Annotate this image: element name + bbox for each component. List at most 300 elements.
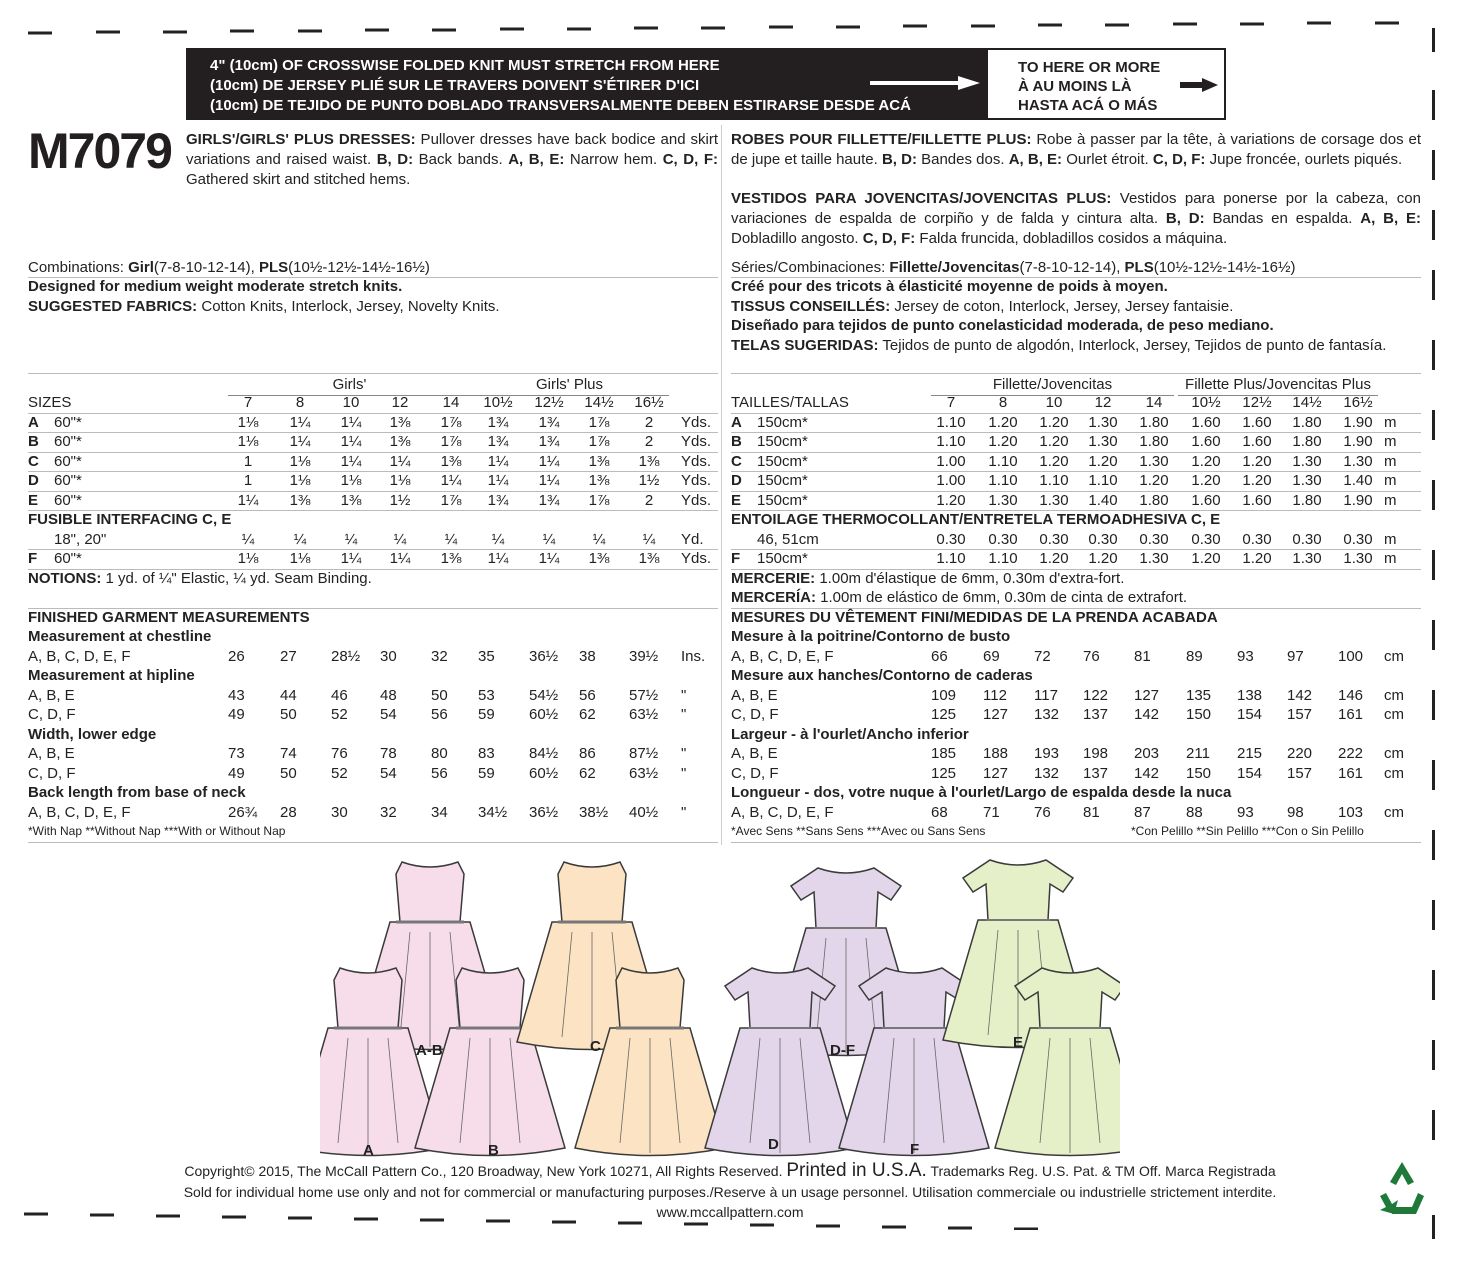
recycle-icon xyxy=(1372,1160,1432,1216)
cell-value: 203 xyxy=(1134,745,1160,762)
cell-value: 1⅛ xyxy=(237,550,259,567)
size-header: 14½ xyxy=(1292,394,1322,411)
table-row xyxy=(28,686,718,706)
size-header: 12 xyxy=(391,394,409,411)
cell-value: 83 xyxy=(478,745,495,762)
cell-value: 1⅜ xyxy=(638,550,660,567)
cell-value: 87½ xyxy=(629,745,659,762)
measurement-heading: Mesure aux hanches/Contorno de caderas xyxy=(731,667,1033,684)
cell-value: 1.20 xyxy=(1088,452,1118,470)
cell-value: 103 xyxy=(1338,803,1364,821)
cell-value: 0.30 xyxy=(1088,530,1118,548)
cell-value: 63½ xyxy=(629,764,659,782)
cell-value: 1.40 xyxy=(1343,472,1373,489)
cell-value: 73 xyxy=(228,745,245,762)
cell-value: 34½ xyxy=(478,803,508,821)
cell-value: 137 xyxy=(1083,706,1109,723)
cell-value: 84½ xyxy=(529,745,559,762)
cell-value: 127 xyxy=(983,706,1009,723)
unit: " xyxy=(681,686,687,704)
cell-value: 0.30 xyxy=(1292,530,1322,548)
fabric-width: 46, 51cm xyxy=(757,530,819,548)
cell-value: 36½ xyxy=(529,647,559,665)
size-header: 7 xyxy=(243,394,253,411)
fabric-width: 60"* xyxy=(54,550,82,567)
size-header: 8 xyxy=(998,394,1008,411)
cut-line-right xyxy=(1432,150,1435,180)
table-row xyxy=(28,452,718,472)
cell-value: 1.80 xyxy=(1139,413,1169,431)
description-es: VESTIDOS PARA JOVENCITAS/JOVENCITAS PLUS: Vestidos para ponerse por la cabeza, con variaciones de espalda de corpiño y de falda y cintura alta. B, D: Bandas en espalda. A, B, E: Dobladillo angosto. C, D, F: Falda fruncida, dobladillos cosidos a máquina. xyxy=(731,190,1421,247)
cell-value: 2 xyxy=(644,413,654,431)
cell-value: ¼ xyxy=(542,530,556,548)
fabric-width: 150cm* xyxy=(757,491,808,509)
cell-value: 157 xyxy=(1287,764,1313,782)
cell-value: 26 xyxy=(228,647,245,665)
cell-value: 2 xyxy=(644,433,654,450)
cell-value: 127 xyxy=(983,764,1009,782)
table-row xyxy=(731,530,1421,550)
cell-value: 39½ xyxy=(629,647,659,665)
cut-line-right xyxy=(1432,480,1435,510)
cell-value: 1½ xyxy=(389,491,411,509)
cell-value: 135 xyxy=(1186,686,1212,704)
cell-value: 1.20 xyxy=(1191,452,1221,470)
divider xyxy=(731,373,1421,374)
interfacing-heading: FUSIBLE INTERFACING C, E xyxy=(28,511,232,528)
cell-value: 56 xyxy=(431,764,448,782)
unit: Ins. xyxy=(681,647,706,665)
cell-value: 50 xyxy=(280,706,297,723)
fabric-width: 60"* xyxy=(54,472,82,489)
cell-value: ¼ xyxy=(491,530,505,548)
cell-value: 1¼ xyxy=(440,472,462,489)
fabric-width: 150cm* xyxy=(757,413,808,431)
measurement-heading: Largeur - à l'ourlet/Ancho inferior xyxy=(731,725,969,743)
nap-legend: *With Nap **Without Nap ***With or Without Nap xyxy=(28,824,286,838)
cell-value: ¼ xyxy=(642,530,656,548)
cell-value: 222 xyxy=(1338,745,1364,762)
unit: Yd. xyxy=(681,530,704,548)
table-row xyxy=(731,705,1421,725)
cell-value: 0.30 xyxy=(988,530,1018,548)
cell-value: 32 xyxy=(431,647,448,665)
cell-value: 1⅞ xyxy=(588,413,610,431)
cell-value: 30 xyxy=(331,803,348,821)
table-row xyxy=(731,764,1421,784)
view-list: A, B, E xyxy=(28,686,75,704)
size-header: 10½ xyxy=(483,394,513,411)
table-row xyxy=(28,471,718,491)
view-list: A, B, E xyxy=(731,686,778,704)
cell-value: 132 xyxy=(1034,706,1060,723)
view-list: C, D, F xyxy=(731,706,779,723)
cell-value: 109 xyxy=(931,686,957,704)
table-row xyxy=(28,705,718,725)
cell-value: 54½ xyxy=(529,686,559,704)
size-header: 14½ xyxy=(584,394,614,411)
cell-value: 88 xyxy=(1186,803,1203,821)
cell-value: 1 xyxy=(243,472,253,489)
unit: m xyxy=(1384,452,1397,470)
cell-value: 49 xyxy=(228,706,245,723)
cell-value: 1.30 xyxy=(1139,550,1169,567)
view-list: A, B, E xyxy=(28,745,75,762)
cell-value: 38 xyxy=(579,647,596,665)
size-header: 8 xyxy=(295,394,305,411)
cell-value: 122 xyxy=(1083,686,1109,704)
cell-value: 132 xyxy=(1034,764,1060,782)
cell-value: 198 xyxy=(1083,745,1109,762)
cell-value: 1⅞ xyxy=(588,491,610,509)
cell-value: 1.30 xyxy=(1139,452,1169,470)
cell-value: 1¼ xyxy=(237,491,259,509)
size-group-header: Girls' xyxy=(228,375,471,396)
cell-value: 125 xyxy=(931,706,957,723)
table-row xyxy=(731,647,1421,667)
unit: " xyxy=(681,745,687,762)
cell-value: 1⅞ xyxy=(588,433,610,450)
view-list: A, B, C, D, E, F xyxy=(731,803,834,821)
cell-value: 0.30 xyxy=(1039,530,1069,548)
cell-value: 1.20 xyxy=(988,413,1018,431)
cell-value: 59 xyxy=(478,706,495,723)
table-row xyxy=(731,452,1421,472)
combinations-fr: Séries/Combinaciones: Fillette/Jovencitas(7-8-10-12-14), PLS(10½-12½-14½-16½) xyxy=(731,259,1296,276)
cell-value: 1.20 xyxy=(1242,472,1272,489)
cell-value: 1.60 xyxy=(1242,433,1272,450)
table-row xyxy=(731,803,1421,823)
cell-value: 1¾ xyxy=(487,433,509,450)
cell-value: 71 xyxy=(983,803,1000,821)
table-row xyxy=(28,491,718,511)
cell-value: 1⅞ xyxy=(440,433,462,450)
sizes-label: SIZES xyxy=(28,394,72,411)
view-list: A, B, C, D, E, F xyxy=(731,647,834,665)
cell-value: 1⅜ xyxy=(588,472,610,489)
cell-value: 1.60 xyxy=(1191,491,1221,509)
cell-value: 69 xyxy=(983,647,1000,665)
view-label: D xyxy=(768,1136,779,1153)
view-letter: E xyxy=(28,491,39,509)
cell-value: 48 xyxy=(380,686,397,704)
cell-value: 1.20 xyxy=(988,433,1018,450)
cell-value: 87 xyxy=(1134,803,1151,821)
cell-value: ¼ xyxy=(344,530,358,548)
cut-line-right xyxy=(1432,270,1435,300)
cell-value: 1¼ xyxy=(340,452,362,470)
cell-value: 1⅜ xyxy=(340,491,362,509)
cell-value: 89 xyxy=(1186,647,1203,665)
cell-value: 127 xyxy=(1134,686,1160,704)
cell-value: 81 xyxy=(1083,803,1100,821)
table-row xyxy=(731,413,1421,433)
view-label: A-B xyxy=(416,1042,443,1059)
cell-value: 1.00 xyxy=(936,472,966,489)
fabric-width: 150cm* xyxy=(757,472,808,489)
unit: Yds. xyxy=(681,472,712,489)
cell-value: 1.20 xyxy=(1242,452,1272,470)
cut-line-right xyxy=(1432,28,1435,52)
cell-value: 1.20 xyxy=(1039,433,1069,450)
table-row xyxy=(731,686,1421,706)
cell-value: 1¾ xyxy=(487,413,509,431)
measurement-heading: Mesure à la poitrine/Contorno de busto xyxy=(731,628,1011,645)
cell-value: 1.60 xyxy=(1191,413,1221,431)
cell-value: 1⅜ xyxy=(588,452,610,470)
unit: m xyxy=(1384,433,1397,450)
cell-value: 1⅛ xyxy=(340,472,362,489)
cell-value: 56 xyxy=(431,706,448,723)
cell-value: 142 xyxy=(1134,706,1160,723)
cut-line-right xyxy=(1432,550,1435,580)
cell-value: 1.40 xyxy=(1088,491,1118,509)
cell-value: 154 xyxy=(1237,764,1263,782)
stretch-target-line-fr: À AU MOINS LÀ xyxy=(1018,78,1132,95)
view-label: F xyxy=(910,1141,920,1158)
cell-value: 1.10 xyxy=(988,550,1018,567)
cut-line-top xyxy=(28,20,1428,36)
cell-value: 74 xyxy=(280,745,297,762)
cell-value: 56 xyxy=(579,686,596,704)
cell-value: 49 xyxy=(228,764,245,782)
unit: Yds. xyxy=(681,550,712,567)
table-row xyxy=(28,744,718,764)
cell-value: 1⅛ xyxy=(289,472,311,489)
cell-value: 146 xyxy=(1338,686,1364,704)
cell-value: 30 xyxy=(380,647,397,665)
finished-measurements-heading: MESURES DU VÊTEMENT FINI/MEDIDAS DE LA PRENDA ACABADA xyxy=(731,608,1218,626)
cell-value: 188 xyxy=(983,745,1009,762)
sizes-header-row xyxy=(28,393,718,413)
cell-value: 81 xyxy=(1134,647,1151,665)
cell-value: 1 xyxy=(243,452,253,470)
cell-value: 1.20 xyxy=(936,491,966,509)
cell-value: 59 xyxy=(478,764,495,782)
cell-value: 1.30 xyxy=(1343,550,1373,567)
fabric-width: 18", 20" xyxy=(54,530,107,548)
unit: cm xyxy=(1384,803,1404,821)
table-row xyxy=(731,471,1421,491)
size-group-header: Girls' Plus xyxy=(470,375,669,396)
notions: NOTIONS: 1 yd. of ¼" Elastic, ¼ yd. Seam Binding. xyxy=(28,569,372,587)
cell-value: 54 xyxy=(380,764,397,782)
cell-value: 98 xyxy=(1287,803,1304,821)
cell-value: 1.10 xyxy=(1088,472,1118,489)
designed-for-fr: Créé pour des tricots à élasticité moyenne de poids à moyen. xyxy=(731,278,1168,295)
table-row xyxy=(28,803,718,823)
stretch-gauge-line-es: (10cm) DE TEJIDO DE PUNTO DOBLADO TRANSVERSALMENTE DEBEN ESTIRARSE DESDE ACÁ xyxy=(210,97,911,114)
unit: Yds. xyxy=(681,491,712,509)
size-header: 12 xyxy=(1094,394,1112,411)
column-divider xyxy=(721,125,722,845)
view-letter: F xyxy=(731,550,741,567)
cell-value: 1⅛ xyxy=(289,452,311,470)
cell-value: 1.10 xyxy=(988,452,1018,470)
designed-for-es: Diseñado para tejidos de punto conelasticidad moderada, de peso mediano. xyxy=(731,317,1274,334)
divider xyxy=(731,842,1421,843)
cell-value: 66 xyxy=(931,647,948,665)
desc-title-en: GIRLS'/GIRLS' PLUS DRESSES: xyxy=(186,131,416,148)
unit: Yds. xyxy=(681,433,712,450)
size-group-header: Fillette/Jovencitas xyxy=(931,375,1174,396)
cell-value: 1.20 xyxy=(1039,452,1069,470)
cell-value: 1¾ xyxy=(538,433,560,450)
cell-value: 1⅛ xyxy=(237,413,259,431)
cell-value: 52 xyxy=(331,764,348,782)
size-header: 7 xyxy=(946,394,956,411)
cell-value: 1.80 xyxy=(1292,491,1322,509)
copyright-line: Copyright© 2015, The McCall Pattern Co., 120 Broadway, New York 10271, All Rights Reserved. Printed in U.S.A. Trademarks Reg. U.S. Pat. & TM Off. Marca Registrada xyxy=(184,1160,1276,1181)
cell-value: 1⅜ xyxy=(440,452,462,470)
cut-line-right xyxy=(1432,690,1435,720)
cell-value: 0.30 xyxy=(1139,530,1169,548)
sizes-header-row xyxy=(731,393,1421,413)
cell-value: 1¼ xyxy=(340,550,362,567)
view-list: C, D, F xyxy=(28,706,76,723)
size-header: 10 xyxy=(342,394,360,411)
cell-value: 161 xyxy=(1338,706,1364,723)
stretch-gauge-banner xyxy=(186,48,986,120)
view-list: A, B, C, D, E, F xyxy=(28,647,131,665)
cell-value: ¼ xyxy=(293,530,307,548)
cell-value: 54 xyxy=(380,706,397,723)
cell-value: 1.80 xyxy=(1139,491,1169,509)
view-letter: B xyxy=(731,433,742,450)
cell-value: 68 xyxy=(931,803,948,821)
unit: cm xyxy=(1384,745,1404,762)
cell-value: 100 xyxy=(1338,647,1364,665)
cell-value: 76 xyxy=(331,745,348,762)
cell-value: 150 xyxy=(1186,706,1212,723)
cell-value: 1¼ xyxy=(487,472,509,489)
table-row xyxy=(28,432,718,452)
view-list: C, D, F xyxy=(731,764,779,782)
suggested-fabrics-fr: TISSUS CONSEILLÉS: Jersey de coton, Interlock, Jersey, Jersey fantaisie. xyxy=(731,298,1234,315)
cell-value: 1¼ xyxy=(289,433,311,450)
cell-value: 43 xyxy=(228,686,245,704)
cell-value: 1¼ xyxy=(538,452,560,470)
cell-value: 40½ xyxy=(629,803,659,821)
cell-value: 1.60 xyxy=(1242,491,1272,509)
cell-value: 1.10 xyxy=(1039,472,1069,489)
cell-value: 1½ xyxy=(638,472,660,489)
cell-value: 1¼ xyxy=(487,550,509,567)
unit: " xyxy=(681,803,687,821)
unit: cm xyxy=(1384,706,1404,723)
view-letter: D xyxy=(28,472,39,489)
unit: m xyxy=(1384,413,1397,431)
cut-line-right xyxy=(1432,830,1435,860)
cell-value: 1⅜ xyxy=(588,550,610,567)
cell-value: 27 xyxy=(280,647,297,665)
unit: cm xyxy=(1384,764,1404,782)
table-row xyxy=(28,530,718,550)
cell-value: 28 xyxy=(280,803,297,821)
cell-value: 1.20 xyxy=(1088,550,1118,567)
cut-line-right xyxy=(1432,620,1435,650)
sizes-label: TAILLES/TALLAS xyxy=(731,394,849,411)
divider xyxy=(28,373,718,374)
cell-value: ¼ xyxy=(592,530,606,548)
combinations-en: Combinations: Girl(7-8-10-12-14), PLS(10½-12½-14½-16½) xyxy=(28,259,430,276)
cell-value: 32 xyxy=(380,803,397,821)
cell-value: 1⅛ xyxy=(237,433,259,450)
cell-value: 1.90 xyxy=(1343,433,1373,450)
cell-value: 1.90 xyxy=(1343,491,1373,509)
view-letter: C xyxy=(28,452,39,470)
cell-value: 53 xyxy=(478,686,495,704)
cell-value: 1.30 xyxy=(1292,472,1322,489)
usage-notice: Sold for individual home use only and not for commercial or manufacturing purposes./Reserve à un usage personnel. Utilisation commerciale ou industrielle strictement interdite. xyxy=(183,1184,1277,1200)
cell-value: 1¼ xyxy=(340,433,362,450)
cell-value: 1.80 xyxy=(1292,433,1322,450)
table-row xyxy=(28,413,718,433)
cell-value: 1.10 xyxy=(988,472,1018,489)
fabric-width: 60"* xyxy=(54,433,82,450)
cell-value: 125 xyxy=(931,764,957,782)
cell-value: 2 xyxy=(644,491,654,509)
fabric-width: 150cm* xyxy=(757,433,808,450)
cell-value: 1.10 xyxy=(936,550,966,567)
size-header: 10 xyxy=(1045,394,1063,411)
measurement-heading: Measurement at hipline xyxy=(28,667,195,684)
unit: cm xyxy=(1384,686,1404,704)
unit: m xyxy=(1384,530,1397,548)
description-en: GIRLS'/GIRLS' PLUS DRESSES: Pullover dresses have back bodice and skirt variations and raised waist. B, D: Back bands. A, B, E: Narrow hem. C, D, F: Gathered skirt and stitched hems. xyxy=(186,131,719,188)
cell-value: 93 xyxy=(1237,803,1254,821)
cell-value: 1.10 xyxy=(936,413,966,431)
cell-value: 1¼ xyxy=(389,452,411,470)
stretch-gauge-line-en: 4" (10cm) OF CROSSWISE FOLDED KNIT MUST STRETCH FROM HERE xyxy=(210,57,720,74)
arrow-right-icon xyxy=(1180,78,1218,92)
view-label: E xyxy=(1013,1034,1024,1051)
cut-line-right xyxy=(1432,900,1435,930)
cell-value: 50 xyxy=(280,764,297,782)
table-row xyxy=(28,549,718,569)
cell-value: 1¾ xyxy=(538,491,560,509)
view-letter: D xyxy=(731,472,742,489)
size-header: 16½ xyxy=(1343,394,1373,411)
cell-value: 1.30 xyxy=(1088,413,1118,431)
cell-value: 26¾ xyxy=(228,803,258,821)
cell-value: 62 xyxy=(579,764,596,782)
unit: " xyxy=(681,764,687,782)
cell-value: 1.30 xyxy=(1088,433,1118,450)
cell-value: 72 xyxy=(1034,647,1051,665)
cell-value: 150 xyxy=(1186,764,1212,782)
measurement-heading: Longueur - dos, votre nuque à l'ourlet/Largo de espalda desde la nuca xyxy=(731,784,1232,801)
cell-value: 60½ xyxy=(529,706,559,723)
interfacing-heading: ENTOILAGE THERMOCOLLANT/ENTRETELA TERMOADHESIVA C, E xyxy=(731,511,1221,528)
cell-value: 1.20 xyxy=(1242,550,1272,567)
cell-value: 1⅜ xyxy=(440,550,462,567)
cut-line-right xyxy=(1432,210,1435,240)
cell-value: 62 xyxy=(579,706,596,723)
cell-value: 38½ xyxy=(579,803,609,821)
cell-value: ¼ xyxy=(241,530,255,548)
cell-value: 138 xyxy=(1237,686,1263,704)
unit: cm xyxy=(1384,647,1404,665)
cell-value: 211 xyxy=(1186,745,1210,762)
fabric-width: 150cm* xyxy=(757,550,808,567)
finished-measurements-heading: FINISHED GARMENT MEASUREMENTS xyxy=(28,608,310,626)
size-header: 14 xyxy=(442,394,460,411)
size-group-header: Fillette Plus/Jovencitas Plus xyxy=(1178,375,1378,396)
cell-value: 137 xyxy=(1083,764,1109,782)
stretch-gauge-line-fr: (10cm) DE JERSEY PLIÉ SUR LE TRAVERS DOIVENT S'ÉTIRER D'ICI xyxy=(210,77,700,94)
cell-value: 1⅞ xyxy=(440,413,462,431)
